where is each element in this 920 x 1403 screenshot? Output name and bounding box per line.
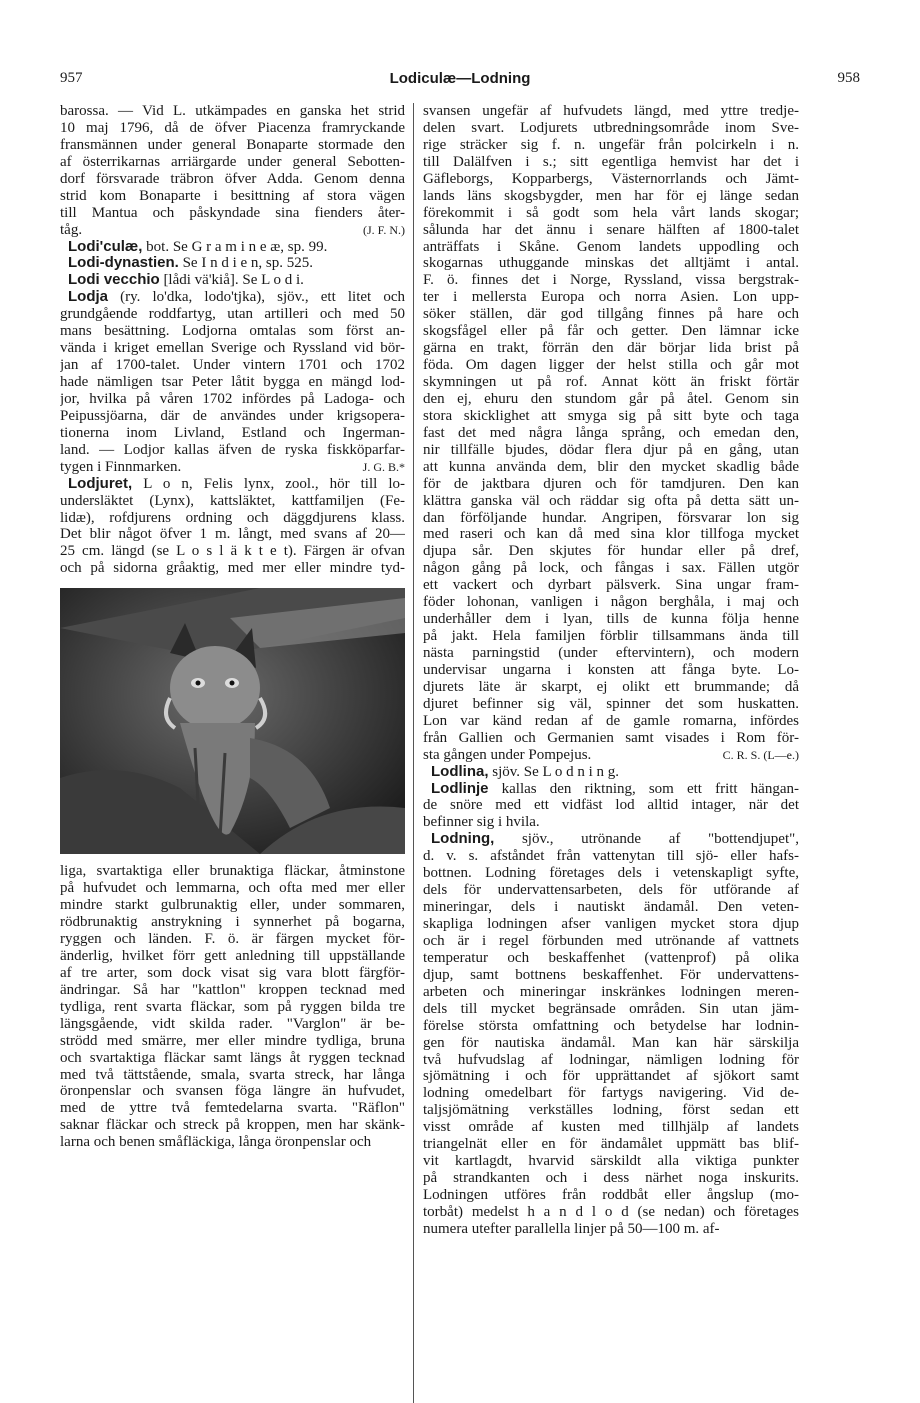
- text-line: [60, 306, 405, 323]
- text-line: [60, 1067, 405, 1084]
- line-text: förelse största omfattning och betydelse har lodnin-: [423, 1017, 799, 1034]
- entry-headword: Lodi'culæ,: [68, 238, 143, 255]
- text-line: [423, 272, 799, 289]
- left-column: [60, 103, 405, 1151]
- line-text: längsgående, vidt skilda rader. "Varglon" är be-: [60, 1015, 405, 1032]
- line-text: undervisar ungarna i konsten att fånga byte. Lo-: [423, 661, 799, 678]
- line-text: för de jaktbara djuren och för tamdjuren. Den kan: [423, 475, 799, 492]
- text-line: [60, 1033, 405, 1050]
- entry-text: Se I n d i e n, sp. 525.: [178, 255, 314, 272]
- text-line: [423, 831, 799, 848]
- text-line: [60, 526, 405, 543]
- line-text: och svartaktiga fläckar samt längs åt ryggen tecknad: [60, 1049, 405, 1066]
- text-line: [423, 916, 799, 933]
- line-text: barossa. — Vid L. utkämpades en ganska het strid: [60, 103, 405, 119]
- text-line: [423, 1136, 799, 1153]
- line-text: strid kom Bonaparte i besittning af stora vägen: [60, 187, 405, 204]
- text-line: [423, 493, 799, 510]
- line-text: skogsfågel eller på får och getter. Den lämnar icke: [423, 323, 799, 340]
- line-text: tionerna inom Livland, Estland och Ingerman-: [60, 424, 405, 441]
- line-text: den ej, ehuru den stundom går på åtel. Genom sin: [423, 390, 799, 407]
- line-text: gen för nautiska ändamål. Man kan här särskilja: [423, 1034, 799, 1051]
- line-text: fast det med några långa språng, och emedan den,: [423, 424, 799, 441]
- text-line: [60, 391, 405, 408]
- text-line: [60, 272, 405, 289]
- line-text: af tre arter, som dock visat sig vara blott färgför-: [60, 964, 405, 981]
- text-line: [423, 747, 799, 764]
- text-line: [60, 205, 405, 222]
- line-text: två hufvudslag af lodningar, nämligen lodning för: [423, 1051, 799, 1068]
- line-text: af österrikarnas arriärgarde under general Sebotten-: [60, 153, 405, 170]
- line-text: mineringar, dels i nautiskt ändamål. Den veten-: [423, 899, 799, 916]
- text-line: [423, 357, 799, 374]
- text-line: [423, 1001, 799, 1018]
- entry-text: [lådi vä'kiå]. Se L o d i.: [159, 272, 304, 289]
- text-line: [60, 1050, 405, 1067]
- line-text: saknar fläckar och streck på kroppen, men har skänk-: [60, 1117, 405, 1134]
- line-text: fransmännen under general Bonaparte stormade den: [60, 136, 405, 153]
- right-column: [423, 103, 799, 1238]
- line-text: temperatur och beskaffenhet (vattenprof) på olika: [423, 949, 799, 966]
- line-text: föder lohonan, vanligen i någon berghåla, i maj och: [423, 594, 799, 611]
- text-line: [423, 984, 799, 1001]
- line-text: d. v. s. afståndet från vattenytan till sjö- eller hafs-: [423, 848, 799, 865]
- text-line: [423, 1085, 799, 1102]
- text-line: [423, 967, 799, 984]
- line-text: befinner sig i hvila.: [423, 814, 540, 831]
- text-line: [423, 1170, 799, 1187]
- text-line: [423, 171, 799, 188]
- line-text: änderlig, hvilket förr gett anledning till uppställande: [60, 947, 405, 964]
- line-text: sjömätning i och för upprättandet af sjökort samt: [423, 1068, 799, 1085]
- text-line: [60, 1100, 405, 1117]
- line-text: med de yttre två femtedelarna svarta. "Räflon": [60, 1100, 405, 1117]
- line-text: ett vackert och dyrbart pälsverk. Sina ungar fram-: [423, 577, 799, 594]
- text-line: [423, 1119, 799, 1136]
- text-line: [423, 205, 799, 222]
- text-line: [60, 357, 405, 374]
- line-text: dels till mycket begränsade områden. Sin utan jäm-: [423, 1000, 799, 1017]
- text-line: [60, 476, 405, 493]
- text-line: [423, 950, 799, 967]
- text-line: [423, 797, 799, 814]
- page-header: [60, 70, 860, 92]
- text-line: [423, 323, 799, 340]
- text-line: [60, 340, 405, 357]
- text-line: [423, 628, 799, 645]
- text-line: [423, 764, 799, 781]
- line-text: på hufvudet och lemmarna, och ofta med mer eller: [60, 880, 405, 897]
- text-line: [423, 289, 799, 306]
- line-text: stora skicklighet att smyga sig på sitt byte och taga: [423, 407, 799, 424]
- text-line: [423, 103, 799, 120]
- text-line: [60, 880, 405, 897]
- line-text: Lodningen utföres från roddbåt eller ångslup (mo-: [423, 1187, 799, 1203]
- line-text: med två tättstående, smala, svarta streck, har långa: [60, 1066, 405, 1083]
- text-line: [423, 391, 799, 408]
- line-text: Gäfleborgs, Kopparbergs, Västernorrlands och Jämt-: [423, 170, 799, 187]
- line-text: från Gallien och Germanien samt visades i Rom för-: [423, 729, 799, 746]
- text-line: [423, 476, 799, 493]
- line-text: ryggen och länden. F. ö. är färgen mycket för-: [60, 931, 405, 947]
- line-text: delen svart. Lodjurets utbredningsområde inom Sve-: [423, 119, 799, 136]
- text-line: [423, 560, 799, 577]
- line-text: och är i regel förbunden med utrönande af vattnets: [423, 932, 799, 949]
- text-line: [423, 848, 799, 865]
- line-text: underhåller dem i lyan, tills de kunna följa henne: [423, 611, 799, 628]
- line-text: ter i mellersta Europa och norra Asien. Lon upp-: [423, 289, 799, 306]
- line-text: svansen ungefär af hufvudets längd, med yttre tredje-: [423, 103, 799, 119]
- line-text: med raseri och kan då med sina klor tillfoga mycket: [423, 526, 799, 543]
- text-line: [423, 137, 799, 154]
- text-line: [60, 137, 405, 154]
- text-line: [423, 1204, 799, 1221]
- text-line: [60, 510, 405, 527]
- text-line: [423, 374, 799, 391]
- line-text: lidæ), rofdjurens ordning och däggdjurens klass.: [60, 509, 405, 526]
- line-text: vända i kriget emellan Sverige och Ryssland vid bör-: [60, 340, 405, 357]
- text-line: [60, 493, 405, 510]
- line-text: till Dalälfven i s.; sitt egentliga hemvist har det i: [423, 153, 799, 170]
- line-text: nir tillfälle bjudes, dödar flera djur på en gång, utan: [423, 441, 799, 458]
- entry-text: (ry. lo'dka, lodo'tjka), sjöv., ett litet och: [108, 289, 405, 306]
- text-line: [60, 239, 405, 256]
- line-text: tygen i Finnmarken.: [60, 458, 182, 475]
- line-text: arbeten och mineringar inskränkes lodningen meren-: [423, 983, 799, 1000]
- text-line: [423, 730, 799, 747]
- text-line: [60, 1016, 405, 1033]
- text-line: [423, 120, 799, 137]
- line-text: dorf försvarade träbron öfver Adda. Genom denna: [60, 170, 405, 187]
- text-line: [60, 222, 405, 239]
- text-line: [60, 408, 405, 425]
- text-line: [423, 459, 799, 476]
- entry-text: sjöv., utrönande af "bottendjupet",: [494, 831, 799, 848]
- running-title: Lodiculæ—Lodning: [389, 70, 531, 87]
- text-line: [423, 696, 799, 713]
- line-text: liga, svartaktiga eller brunaktiga fläckar, åtminstone: [60, 863, 405, 880]
- line-text: larna och benen småfläckiga, långa öronpenslar och: [60, 1134, 372, 1151]
- page-number-left: 957: [60, 70, 83, 86]
- line-text: klättra ganska väl och räddar sig ofta på detta sätt un-: [423, 492, 799, 509]
- text-line: [423, 1035, 799, 1052]
- text-line: [60, 1117, 405, 1134]
- text-line: [423, 340, 799, 357]
- line-text: torbåt) medelst h a n d l o d (se nedan) och företages: [423, 1203, 799, 1220]
- line-text: djurets läte är skarpt, ej olikt ett brummande; då: [423, 678, 799, 695]
- text-line: [60, 543, 405, 560]
- line-text: sta gången under Pompejus.: [423, 746, 592, 763]
- line-text: djup, samt bottnens beskaffenhet. För undervattens-: [423, 966, 799, 983]
- text-line: [60, 982, 405, 999]
- line-text: undersläktet (Lynx), kattsläktet, kattfamiljen (Fe-: [60, 492, 405, 509]
- line-text: jor, hvilka på våren 1702 infördes på Ladoga- och: [60, 390, 405, 407]
- text-line: [423, 899, 799, 916]
- entry-headword: Lodning,: [431, 831, 495, 848]
- text-line: [423, 1187, 799, 1204]
- entry-text: bot. Se G r a m i n e æ, sp. 99.: [142, 238, 328, 255]
- author-signature: J. G. B.*: [362, 459, 405, 474]
- text-line: [60, 1134, 405, 1151]
- line-text: tydliga, rent svarta fläckar, som på ryggen bilda tre: [60, 998, 405, 1015]
- line-text: tåg.: [60, 221, 83, 238]
- line-text: taljsjömätning verkställes lodning, först sedan ett: [423, 1102, 799, 1119]
- text-line: [60, 188, 405, 205]
- line-text: F. ö. finnes det i Norge, Ryssland, vissa bergstrak-: [423, 272, 799, 289]
- text-line: [60, 374, 405, 391]
- text-line: [423, 543, 799, 560]
- entry-headword: Lodlinje: [431, 780, 489, 797]
- line-text: dels för undervattensarbeten, dels för utförande af: [423, 882, 799, 899]
- text-line: [423, 645, 799, 662]
- text-line: [60, 154, 405, 171]
- line-text: dan förföljande hundar. Angripen, försvarar lon sig: [423, 509, 799, 526]
- line-text: Peipussjöarna, där de användes under krigsopera-: [60, 407, 405, 424]
- text-line: [423, 662, 799, 679]
- author-signature: C. R. S. (L—e.): [722, 747, 799, 762]
- entry-headword: Lodja: [68, 289, 108, 306]
- text-line: [60, 120, 405, 137]
- line-text: Det blir något öfver 1 m. långt, med svans af 20—: [60, 526, 405, 543]
- line-text: djuret befinner sig väl, spinner det som huskatten.: [423, 695, 799, 712]
- line-text: vit kartlagdt, hvarvid särskildt alla viktiga punkter: [423, 1153, 799, 1170]
- line-text: och på sidorna gråaktig, med mer eller mindre tyd-: [60, 560, 405, 577]
- text-line: [60, 931, 405, 948]
- line-text: mans besättning. Lodjorna omtalas som först an-: [60, 323, 405, 340]
- text-line: [423, 1221, 799, 1238]
- line-text: lodning omedelbart för fartygs navigering. Vid de-: [423, 1085, 799, 1102]
- entry-headword: Lodjuret,: [68, 475, 133, 492]
- text-line: [60, 459, 405, 476]
- text-line: [423, 442, 799, 459]
- line-text: strödd med smärre, mer eller mindre tydliga, bruna: [60, 1032, 405, 1049]
- text-line: [423, 239, 799, 256]
- line-text: sålunda har det ännu i senare hälften af 1800-talet: [423, 221, 799, 238]
- text-line: [423, 594, 799, 611]
- entry-headword: Lodlina,: [431, 763, 489, 780]
- text-line: [60, 103, 405, 120]
- text-line: [423, 510, 799, 527]
- line-text: någon gång på lock, och fångas i sax. Fällen utgör: [423, 560, 799, 577]
- line-text: öronpenslar och svansen föga längre än hufvudet,: [60, 1083, 405, 1100]
- text-line: [423, 188, 799, 205]
- entry-text: kallas den riktning, som ett fritt hängan-: [488, 780, 799, 797]
- line-text: grundgående roddfartyg, utan artilleri och med 50: [60, 306, 405, 323]
- text-line: [423, 154, 799, 171]
- text-line: [60, 171, 405, 188]
- text-line: [423, 882, 799, 899]
- text-line: [60, 289, 405, 306]
- text-line: [60, 323, 405, 340]
- text-line: [423, 1102, 799, 1119]
- text-line: [60, 255, 405, 272]
- text-line: [60, 999, 405, 1016]
- line-text: ändringar. Så har "kattlon" kroppen tecknad med: [60, 981, 405, 998]
- text-line: [423, 679, 799, 696]
- text-line: [60, 948, 405, 965]
- line-text: 25 cm. längd (se L o s l ä k t e t). Färgen är ofvan: [60, 543, 405, 560]
- line-text: numera utefter parallella linjer på 50—100 m. af-: [423, 1220, 720, 1237]
- author-signature: (J. F. N.): [362, 222, 405, 237]
- text-line: [423, 577, 799, 594]
- text-line: [423, 255, 799, 272]
- line-text: förekommit i så godt som hela vårt lands skogar;: [423, 204, 799, 221]
- line-text: skapliga lodningen afser vanligen mycket stora djup: [423, 916, 799, 932]
- line-text: jan af 1700-talet. Under vintern 1701 och 1702: [60, 357, 405, 374]
- text-line: [60, 863, 405, 880]
- line-text: 10 maj 1796, då de öfver Piacenza framryckande: [60, 119, 405, 136]
- entry-headword: Lodi vecchio: [68, 272, 160, 289]
- text-line: [60, 442, 405, 459]
- text-line: [423, 933, 799, 950]
- text-line: [423, 408, 799, 425]
- line-text: land. — Lodjor kallas äfven de ryska fiskköparfar-: [60, 441, 405, 458]
- text-line: [60, 425, 405, 442]
- text-line: [60, 914, 405, 931]
- line-text: visst område af kusten med tillhjälp af landets: [423, 1119, 799, 1136]
- line-text: triangelnät eller en för ändamålet uppmätt bas blif-: [423, 1136, 799, 1153]
- line-text: hade nämligen tsar Peter låtit bygga en mängd lod-: [60, 374, 405, 390]
- text-line: [60, 897, 405, 914]
- text-line: [423, 1018, 799, 1035]
- line-text: på strandkanten och i dess närhet noga inskurits.: [423, 1170, 799, 1187]
- text-line: [423, 814, 799, 831]
- text-line: [423, 865, 799, 882]
- text-line: [423, 1068, 799, 1085]
- column-divider: [413, 103, 414, 1403]
- text-line: [423, 1052, 799, 1069]
- entry-text: L o n, Felis lynx, zool., hör till lo-: [132, 475, 405, 492]
- line-text: rige sträcker sig f. n. ungefär från polcirkeln i n.: [423, 136, 799, 153]
- text-line: [423, 306, 799, 323]
- line-text: föda. Om dagen ligger der helst stilla och går mot: [423, 357, 799, 374]
- line-text: att kunna använda dem, blir den mycket skadlig både: [423, 458, 799, 475]
- line-text: djupa sår. Den skjutes för hundar eller på dref,: [423, 543, 799, 560]
- text-line: [423, 526, 799, 543]
- line-text: söker ställen, där god tillgång finnes på hare och: [423, 306, 799, 323]
- text-line: [423, 1153, 799, 1170]
- text-line: [423, 222, 799, 239]
- text-line: [423, 611, 799, 628]
- line-text: bottnen. Lodning företages dels i vetenskapligt syfte,: [423, 865, 799, 882]
- line-text: skymningen ut på rof. Annat kött än friskt förtär: [423, 374, 799, 390]
- text-line: [60, 1083, 405, 1100]
- line-text: mindre starkt gulbrunaktig eller, under sommaren,: [60, 897, 405, 914]
- entry-headword: Lodi-dynastien.: [68, 255, 179, 272]
- text-line: [60, 965, 405, 982]
- line-text: rödbrunaktig anstrykning i synnerhet på bogarna,: [60, 914, 405, 931]
- line-text: skogarnas uthuggande minskas det alltjämt i antal.: [423, 255, 799, 272]
- text-line: [423, 425, 799, 442]
- page-number-right: 958: [837, 70, 860, 86]
- line-text: gärna en trakt, förrän den där börjar lida brist på: [423, 340, 799, 357]
- text-line: [423, 713, 799, 730]
- entry-text: sjöv. Se L o d n i n g.: [488, 763, 620, 780]
- text-line: [60, 560, 405, 577]
- line-text: lands läns skogsbygder, men har för ej länge sedan: [423, 187, 799, 204]
- line-text: anträffats i Skåne. Genom landets uppodling och: [423, 238, 799, 255]
- lynx-photograph: [60, 588, 405, 854]
- line-text: de snöre med ett vidfäst lod alltid intager, när det: [423, 797, 799, 814]
- line-text: till Mantua och påskyndade sina fienders åter-: [60, 204, 405, 221]
- text-line: [423, 781, 799, 798]
- line-text: nästa parningstid (under eftervintern), och modern: [423, 645, 799, 661]
- line-text: på jakt. Hela familjen förblir tillsammans ända till: [423, 628, 799, 645]
- line-text: Lon var känd redan af de gamle romarna, infördes: [423, 712, 799, 729]
